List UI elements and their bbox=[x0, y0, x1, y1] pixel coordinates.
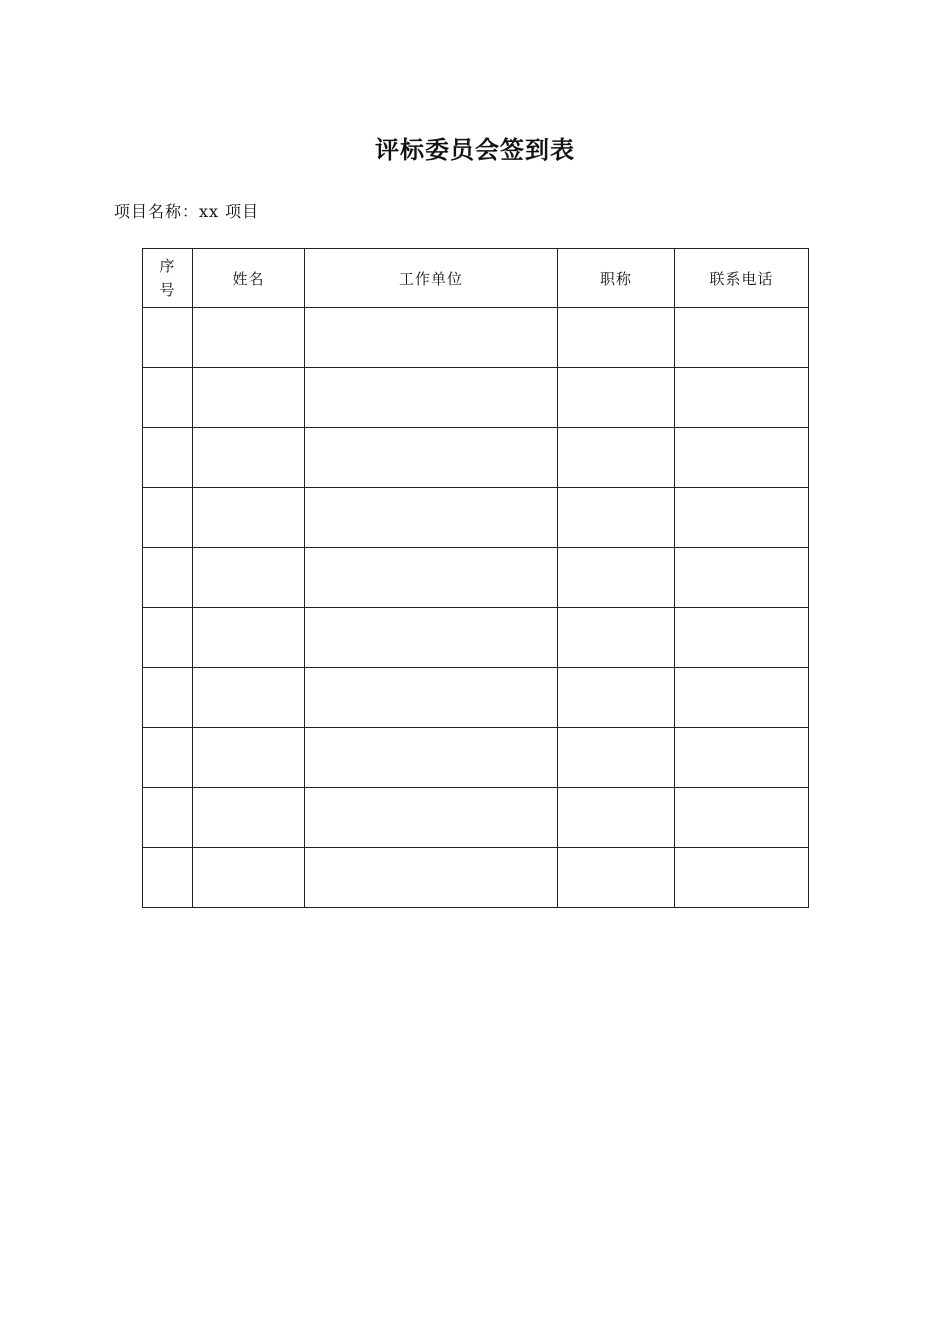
header-seq bbox=[143, 249, 193, 308]
table-row bbox=[143, 308, 809, 368]
cell-job-title[interactable] bbox=[558, 608, 675, 668]
cell-name[interactable] bbox=[193, 488, 305, 548]
cell-organization[interactable] bbox=[305, 488, 558, 548]
cell-job-title[interactable] bbox=[558, 368, 675, 428]
cell-job-title[interactable] bbox=[558, 668, 675, 728]
cell-job-title[interactable] bbox=[558, 548, 675, 608]
header-organization: 工作单位 bbox=[305, 249, 558, 308]
cell-name[interactable] bbox=[193, 548, 305, 608]
sign-in-table bbox=[142, 248, 809, 908]
page-title: 评标委员会签到表 bbox=[375, 135, 575, 164]
table-row bbox=[143, 668, 809, 728]
cell-name[interactable] bbox=[193, 848, 305, 908]
header-name: 姓名 bbox=[193, 249, 305, 308]
cell-phone[interactable] bbox=[675, 728, 809, 788]
cell-organization[interactable] bbox=[305, 848, 558, 908]
table-row bbox=[143, 608, 809, 668]
header-job-title: 职称 bbox=[558, 249, 675, 308]
table-row bbox=[143, 848, 809, 908]
project-name-value: xx 项目 bbox=[199, 202, 260, 221]
cell-organization[interactable] bbox=[305, 668, 558, 728]
cell-organization[interactable] bbox=[305, 368, 558, 428]
project-name-label: 项目名称： bbox=[114, 202, 200, 221]
cell-phone[interactable] bbox=[675, 668, 809, 728]
cell-seq[interactable] bbox=[143, 368, 193, 428]
cell-organization[interactable] bbox=[305, 308, 558, 368]
cell-organization[interactable] bbox=[305, 788, 558, 848]
cell-job-title[interactable] bbox=[558, 848, 675, 908]
table-row bbox=[143, 488, 809, 548]
table-row bbox=[143, 368, 809, 428]
table-header-row bbox=[143, 249, 809, 308]
cell-organization[interactable] bbox=[305, 608, 558, 668]
cell-name[interactable] bbox=[193, 308, 305, 368]
header-phone: 联系电话 bbox=[675, 249, 809, 308]
cell-phone[interactable] bbox=[675, 308, 809, 368]
cell-organization[interactable] bbox=[305, 428, 558, 488]
cell-seq[interactable] bbox=[143, 308, 193, 368]
header-seq-line1: 序 bbox=[159, 257, 176, 275]
cell-name[interactable] bbox=[193, 788, 305, 848]
table-row bbox=[143, 728, 809, 788]
cell-seq[interactable] bbox=[143, 488, 193, 548]
cell-seq[interactable] bbox=[143, 788, 193, 848]
cell-name[interactable] bbox=[193, 428, 305, 488]
cell-phone[interactable] bbox=[675, 548, 809, 608]
cell-job-title[interactable] bbox=[558, 428, 675, 488]
cell-seq[interactable] bbox=[143, 848, 193, 908]
cell-name[interactable] bbox=[193, 668, 305, 728]
cell-job-title[interactable] bbox=[558, 728, 675, 788]
cell-phone[interactable] bbox=[675, 788, 809, 848]
cell-phone[interactable] bbox=[675, 428, 809, 488]
cell-organization[interactable] bbox=[305, 728, 558, 788]
cell-name[interactable] bbox=[193, 368, 305, 428]
cell-phone[interactable] bbox=[675, 608, 809, 668]
cell-phone[interactable] bbox=[675, 488, 809, 548]
table-row bbox=[143, 788, 809, 848]
table-row bbox=[143, 548, 809, 608]
header-seq-line2: 号 bbox=[159, 281, 176, 299]
cell-name[interactable] bbox=[193, 728, 305, 788]
table-body bbox=[143, 308, 809, 908]
cell-name[interactable] bbox=[193, 608, 305, 668]
cell-job-title[interactable] bbox=[558, 308, 675, 368]
cell-phone[interactable] bbox=[675, 368, 809, 428]
cell-seq[interactable] bbox=[143, 428, 193, 488]
cell-job-title[interactable] bbox=[558, 788, 675, 848]
cell-phone[interactable] bbox=[675, 848, 809, 908]
cell-seq[interactable] bbox=[143, 728, 193, 788]
cell-seq[interactable] bbox=[143, 668, 193, 728]
cell-seq[interactable] bbox=[143, 608, 193, 668]
project-name-line bbox=[114, 200, 259, 224]
cell-job-title[interactable] bbox=[558, 488, 675, 548]
cell-seq[interactable] bbox=[143, 548, 193, 608]
table-row bbox=[143, 428, 809, 488]
cell-organization[interactable] bbox=[305, 548, 558, 608]
